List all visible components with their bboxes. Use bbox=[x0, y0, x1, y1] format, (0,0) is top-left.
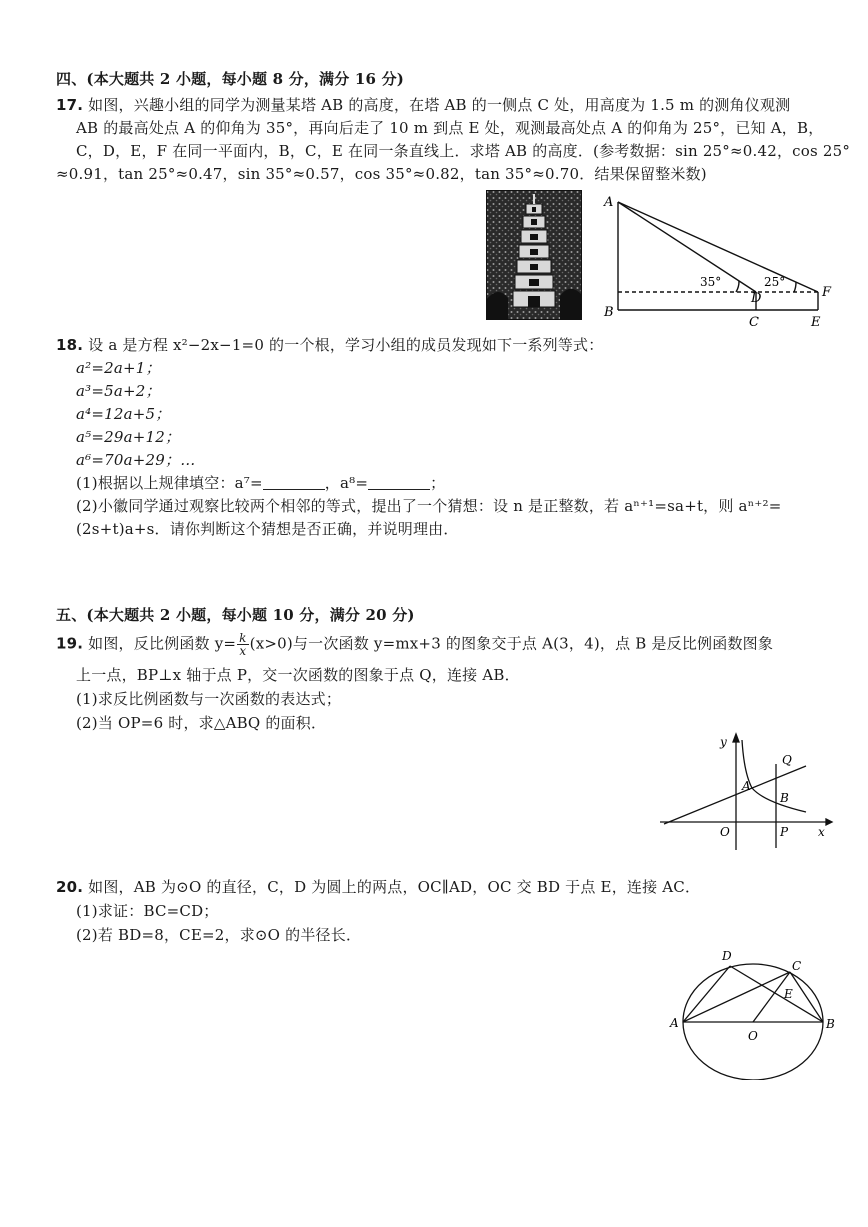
label-C: C bbox=[749, 315, 759, 330]
q19-text-1b: (x>0)与一次函数 y=mx+3 的图象交于点 A(3，4)，点 B 是反比例函数图象 bbox=[249, 634, 774, 653]
q18-eq-1: a²=2a+1； bbox=[76, 359, 161, 377]
label-Q: Q bbox=[782, 753, 792, 767]
q18-part1-mid: ，a⁸= bbox=[324, 474, 369, 492]
label-x: x bbox=[818, 825, 825, 839]
label-E: E bbox=[784, 987, 793, 1001]
label-E: E bbox=[811, 315, 821, 330]
q20-text-1: 如图，AB 为⊙O 的直径，C，D 为圆上的两点，OC∥AD，OC 交 BD 于点 E，连接 AC． bbox=[88, 878, 701, 896]
label-F: F bbox=[822, 285, 832, 300]
section-5-header: 五、(本大题共 2 小题，每小题 10 分，满分 20 分) bbox=[56, 606, 415, 624]
q18-number: 18. bbox=[56, 336, 84, 354]
q19-number: 19. bbox=[56, 634, 84, 653]
angle-arc-35 bbox=[736, 281, 739, 292]
label-B: B bbox=[826, 1017, 835, 1031]
label-C: C bbox=[792, 959, 802, 973]
q18-eq-3: a⁴=12a+5； bbox=[76, 405, 171, 423]
angle-35-label: 35° bbox=[700, 275, 722, 289]
chord-AC bbox=[683, 972, 790, 1022]
q18-eq-5: a⁶=70a+29；… bbox=[76, 451, 196, 469]
label-y: y bbox=[720, 735, 727, 749]
q18-intro: 设 a 是方程 x²−2x−1=0 的一个根，学习小组的成员发现如下一系列等式： bbox=[88, 336, 604, 354]
q19-line2: 上一点，BP⊥x 轴于点 P，交一次函数的图象于点 Q，连接 AB． bbox=[76, 666, 520, 684]
q19-part1: (1)求反比例函数与一次函数的表达式； bbox=[76, 690, 342, 708]
label-B: B bbox=[780, 791, 789, 805]
chord-CB bbox=[790, 972, 823, 1022]
q18-part1-prefix: (1)根据以上规律填空：a⁷= bbox=[76, 474, 263, 492]
q17-line4: ≈0.91，tan 25°≈0.47，sin 35°≈0.57，cos 35°≈0.82，tan 35°≈0.70．结果保留整米数) bbox=[56, 165, 707, 183]
q20-diagram bbox=[668, 940, 838, 1080]
label-D: D bbox=[722, 949, 732, 963]
q17-line1 bbox=[56, 94, 790, 115]
label-O: O bbox=[748, 1029, 758, 1043]
q18-intro-line bbox=[56, 334, 603, 355]
angle-25-label: 25° bbox=[764, 275, 786, 289]
sight-line-AD bbox=[618, 202, 756, 292]
q18-part2-line2: (2s+t)a+s．请你判断这个猜想是否正确，并说明理由． bbox=[76, 520, 459, 538]
q17-diagram bbox=[596, 190, 836, 330]
fraction-k-over-x bbox=[237, 632, 248, 657]
y-axis-arrow bbox=[733, 734, 739, 742]
q18-part2-line1: (2)小徽同学通过观察比较两个相邻的等式，提出了一个猜想：设 n 是正整数，若 aⁿ⁺¹=sa+t，则 aⁿ⁺²= bbox=[76, 497, 782, 515]
q17-text-1: 如图，兴趣小组的同学为测量某塔 AB 的高度，在塔 AB 的一侧点 C 处，用高度为 1.5 m 的测角仪观测 bbox=[88, 96, 791, 114]
fraction-denominator: x bbox=[239, 644, 247, 658]
q19-diagram bbox=[656, 728, 836, 852]
q19-line1 bbox=[56, 632, 773, 657]
q19-part2: (2)当 OP=6 时，求△ABQ 的面积． bbox=[76, 714, 327, 732]
q17-line2: AB 的最高处点 A 的仰角为 35°，再向后走了 10 m 到点 E 处，观测最高处点 A 的仰角为 25°，已知 A，B， bbox=[76, 119, 824, 137]
q20-number: 20. bbox=[56, 878, 84, 896]
q18-eq-2: a³=5a+2； bbox=[76, 382, 161, 400]
chord-AD bbox=[683, 966, 730, 1022]
label-D: D bbox=[751, 291, 762, 306]
q20-part1: (1)求证：BC=CD； bbox=[76, 902, 219, 920]
label-O: O bbox=[720, 825, 730, 839]
label-A: A bbox=[604, 195, 614, 210]
q18-eq-4: a⁵=29a+12； bbox=[76, 428, 181, 446]
q17-number: 17. bbox=[56, 96, 84, 114]
answer-blank-a7[interactable] bbox=[263, 475, 325, 490]
q18-part1 bbox=[76, 472, 445, 493]
q19-text-1a: 如图，反比例函数 y= bbox=[88, 634, 237, 653]
q18-part1-suffix: ； bbox=[430, 474, 446, 492]
q20-part2: (2)若 BD=8，CE=2，求⊙O 的半径长． bbox=[76, 926, 362, 944]
q17-line3: C，D，E，F 在同一平面内，B，C，E 在同一条直线上．求塔 AB 的高度．(参考数据：sin 25°≈0.42，cos 25° bbox=[76, 142, 851, 160]
label-A: A bbox=[670, 1016, 679, 1030]
tower-photo bbox=[486, 190, 582, 320]
angle-arc-25 bbox=[794, 282, 796, 292]
section-4-header: 四、(本大题共 2 小题，每小题 8 分，满分 16 分) bbox=[56, 70, 405, 88]
x-axis-arrow bbox=[826, 819, 832, 825]
label-B: B bbox=[604, 305, 614, 320]
label-P: P bbox=[780, 825, 789, 839]
q20-line1 bbox=[56, 876, 700, 897]
label-A: A bbox=[742, 779, 751, 793]
answer-blank-a8[interactable] bbox=[368, 475, 430, 490]
hyperbola-curve bbox=[742, 740, 806, 812]
fraction-numerator: k bbox=[239, 631, 247, 645]
